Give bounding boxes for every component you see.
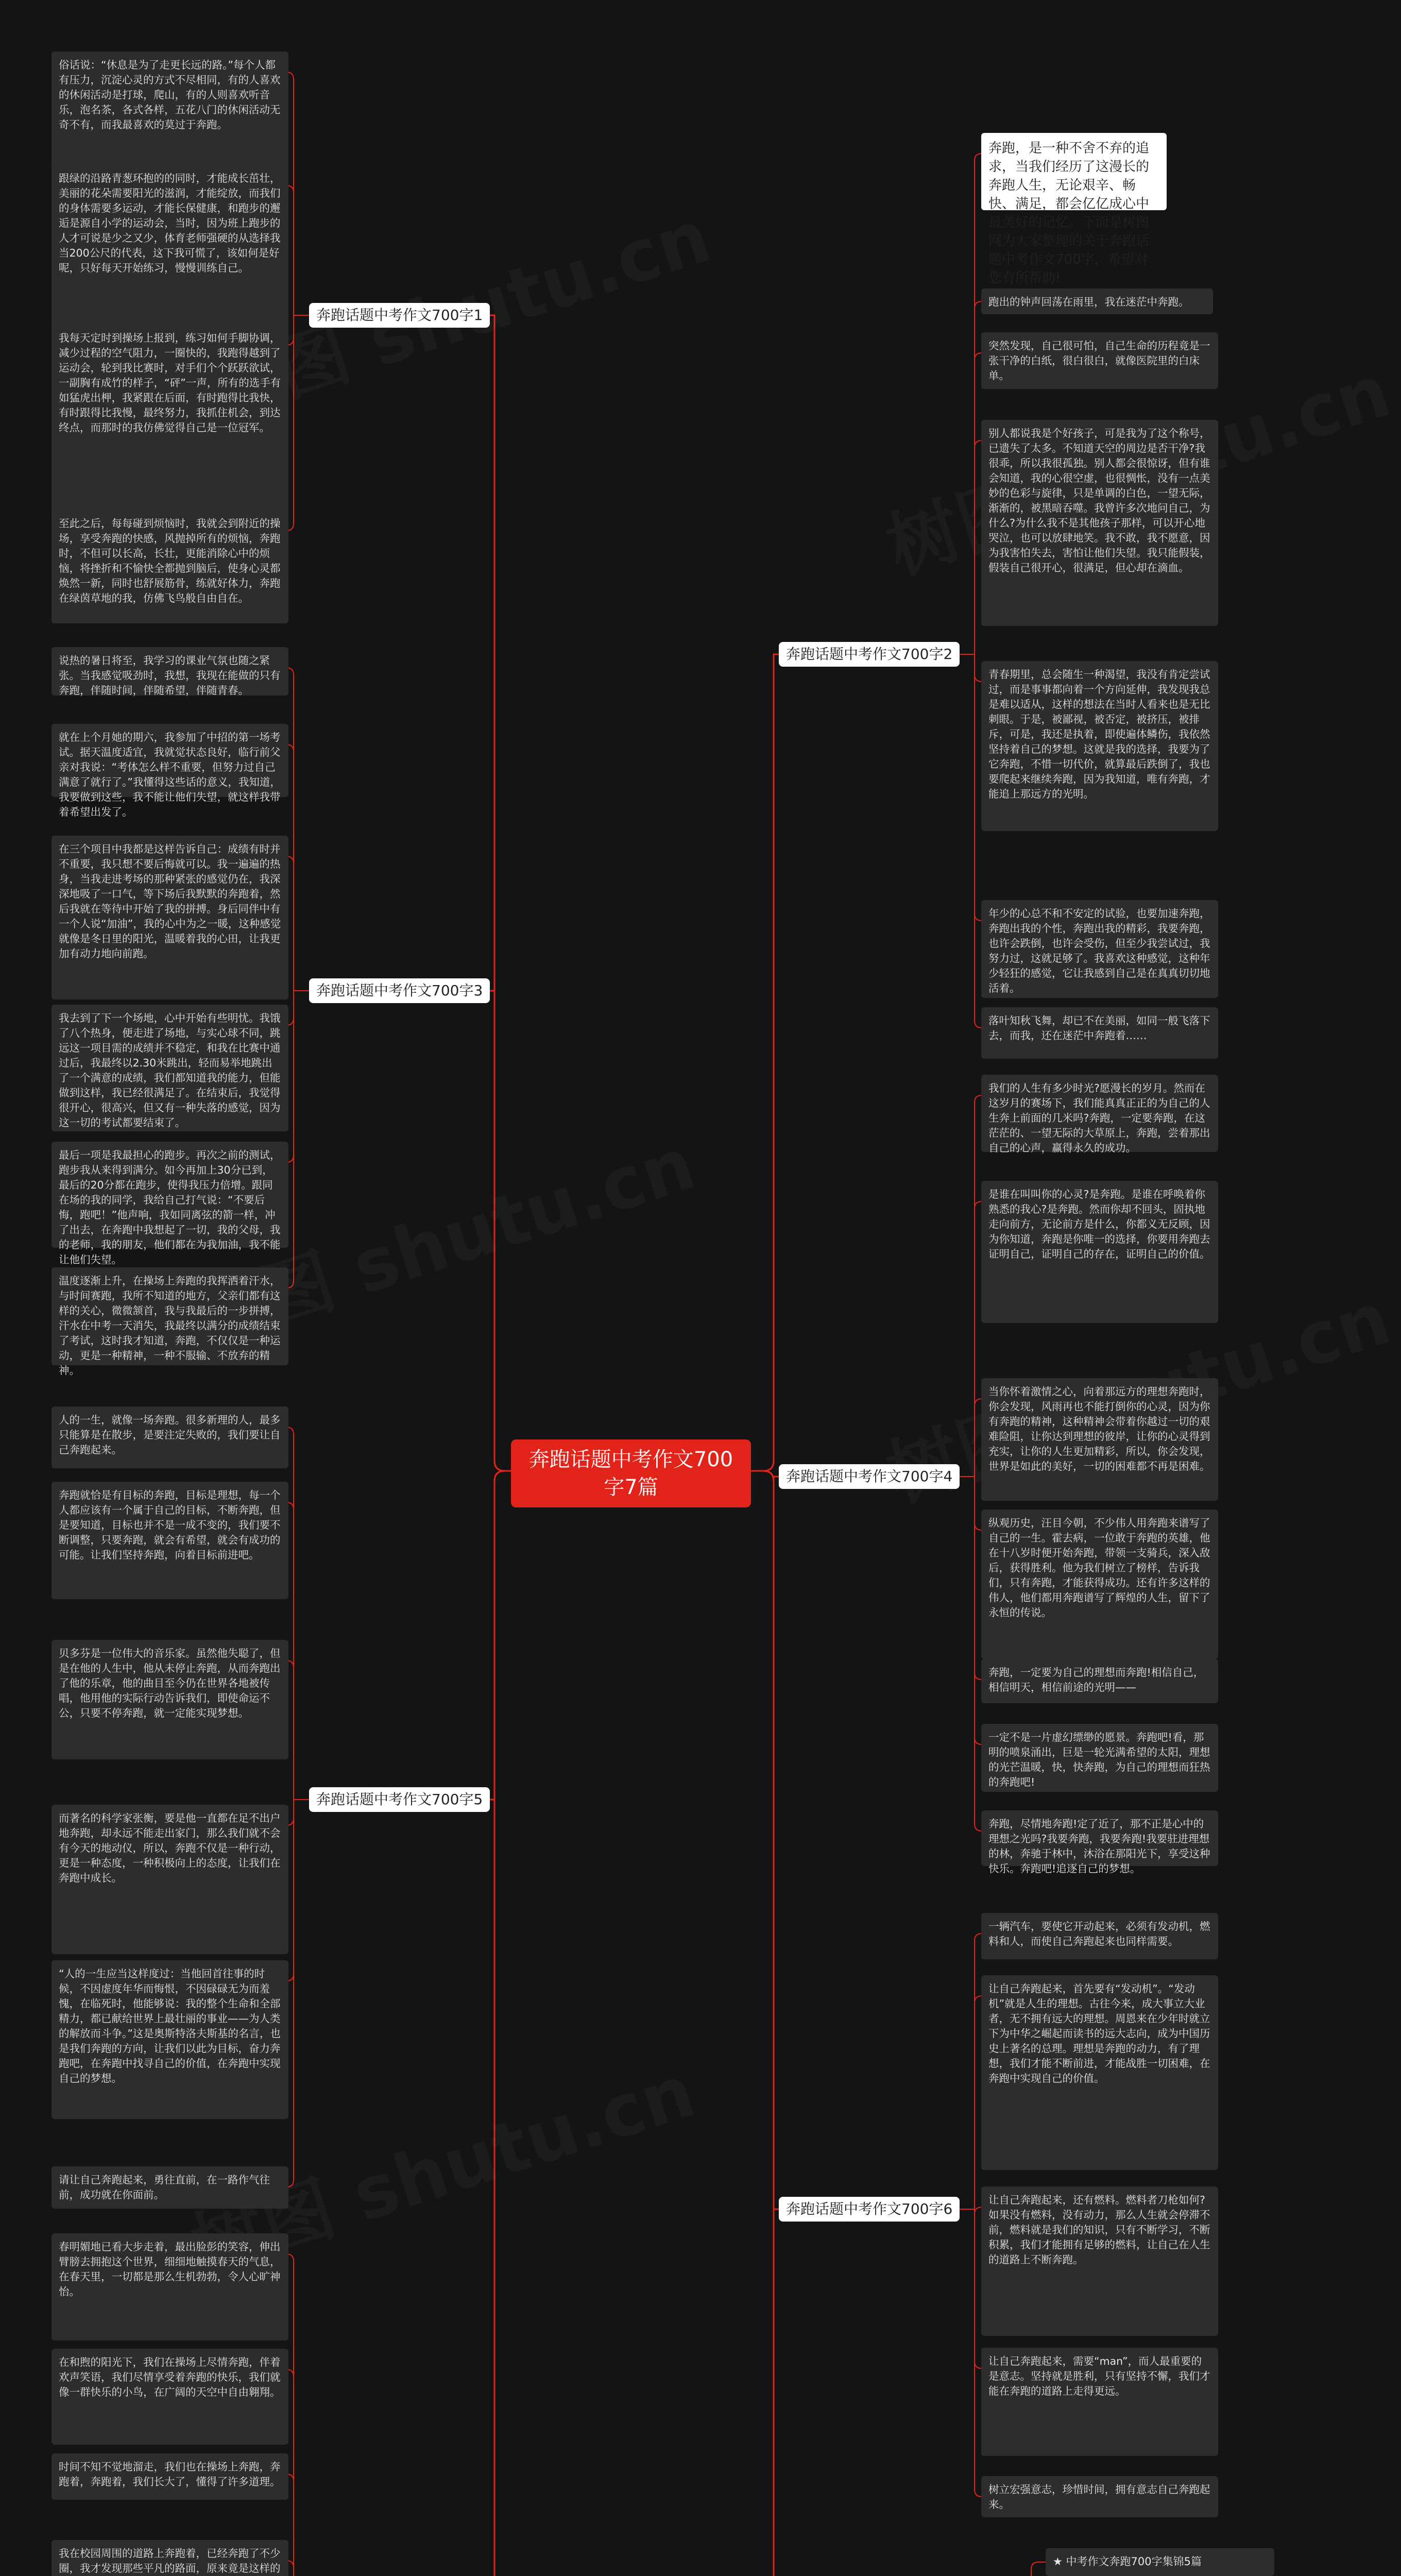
connector-line xyxy=(286,185,309,315)
branch-topic[interactable]: 奔跑话题中考作文700字3 xyxy=(309,978,490,1003)
connector-line xyxy=(959,654,982,682)
connector-line xyxy=(959,1477,982,1744)
essay-paragraph: 跟绿的沿路青葱环抱的的同时，才能成长茁壮，美丽的花朵需要阳光的滋润，才能绽放，而我们的身体需要多运动，才能长保健康，和跑步的邂逅是源自小学的运动会，当时，因为班上跑步的人才可说是少之又少，体育老师强硬的从选择我当200公尺的代表，这下我可慌了，该如何是好呢，只好每天开始练习，慢慢训练自己。 xyxy=(52,165,288,397)
essay-paragraph: 说热的暑日将至，我学习的课业气氛也随之紧张。当我感觉吸劲时，我想，我现在能做的只有奔跑，伴随时间，伴随希望，伴随青春。 xyxy=(52,647,288,696)
essay-paragraph: 我在校园周围的道路上奔跑着，已经奔跑了不少圈，我才发现那些平凡的路面，原来竟是这样的 xyxy=(52,2540,288,2576)
connector-line xyxy=(286,1800,309,1825)
essay-paragraph: 让自己奔跑起来，还有燃料。燃料者刀枪如何?如果没有燃料，没有动力，那么人生就会停滞不前，燃料就是我们的知识，只有不断学习，不断积累，我们才能拥有足够的燃料，让自己在人生的道路上不断奔跑。 xyxy=(981,2187,1218,2336)
essay-paragraph: 年少的心总不和不安定的试验，也要加速奔跑，奔跑出我的个性，奔跑出我的精彩，我要奔跑，也许会跌倒，也许会受伤，但至少我尝试过，我努力过，这就足够了。我喜欢这种感觉，这种年少轻狂的感觉，它让我感到自己是在真真切切地活着。 xyxy=(981,900,1218,998)
essay-paragraph: 至此之后，每每碰到烦恼时，我就会到附近的操场，享受奔跑的快感，风抛掉所有的烦恼，奔跑时，不但可以长高，长壮，更能消除心中的烦恼，将挫折和不愉快全都抛到脑后，使身心灵都焕然一新，同时也舒展筋骨，练就好体力，奔跑在绿茵草地的我，仿佛飞鸟般自由自在。 xyxy=(52,510,288,623)
connector-line xyxy=(959,154,982,654)
connector-line xyxy=(959,654,982,1028)
branch-topic[interactable]: 奔跑话题中考作文700字6 xyxy=(779,2197,960,2222)
essay-paragraph: 是谁在叫叫你的心灵?是奔跑。是谁在呼唤着你熟悉的我心?是奔跑。然而你却不回头，固执地走向前方，无论前方是什么，你都义无反顾，因为你知道，奔跑是你唯一的选择，你要用奔跑去证明自己，证明自己的存在，证明自己的价值。 xyxy=(981,1181,1218,1323)
essay-paragraph: 奔跑就恰是有目标的奔跑，目标是理想，每一个人都应该有一个属于自己的目标，不断奔跑，但是要知道，目标也并不是一成不变的，我们要不断调整，只要奔跑，就会有希望，就会有成功的可能。让我们坚持奔跑，向着目标前进吧。 xyxy=(52,1482,288,1599)
essay-paragraph: 我去到了下一个场地，心中开始有些明忧。我饿了八个热身，便走进了场地，与实心球不同，跳远这一项目需的成绩并不稳定，和我在比赛中通过后，我最终以2.30米跳出，轻而易举地跳出了一个满意的成绩，我们都知道我的能力，但能做到这样，我已经很满足了。在结束后，我觉得很开心，很高兴，但又有一种失落的感觉，因为这一切的考试都要结束了。 xyxy=(52,1005,288,1131)
connector-line xyxy=(489,315,511,1471)
essay-paragraph: 一定不是一片虚幻缥缈的愿景。奔跑吧!看，那明的喷泉涌出，巨是一轮光满希望的太阳，理想的光芒温暖，快，快奔跑，为自己的理想而狂热的奔跑吧! xyxy=(981,1724,1218,1792)
essay-paragraph: 奔跑，一定要为自己的理想而奔跑!相信自己，相信明天，相信前途的光明—— xyxy=(981,1659,1218,1703)
essay-paragraph: 纵观历史，汪目今朝，不少伟人用奔跑来谱写了自己的一生。霍去病，一位敢于奔跑的英雄，他在十八岁时便开始奔跑，带领一支骑兵，深入敌后，获得胜利。他为我们树立了榜样，告诉我们，只有奔跑，才能获得成功。还有许多这样的伟人，他们都用奔跑谱写了辉煌的人生，留下了永恒的传说。 xyxy=(981,1510,1218,1659)
branch-topic[interactable]: 奔跑话题中考作文700字4 xyxy=(779,1464,960,1489)
connector-line xyxy=(959,2209,982,2497)
connector-line xyxy=(730,1471,779,2576)
essay-paragraph: 一辆汽车，要使它开动起来，必须有发动机，燃料和人，而使自己奔跑起来也同样需要。 xyxy=(981,1913,1218,1959)
connector-line xyxy=(286,1800,309,2187)
essay-paragraph: 奔跑，是一种不舍不弃的追求，当我们经历了这漫长的奔跑人生，无论艰辛、畅快、满足，都会亿亿成心中最美好的记忆。下面是树图网为大家整理的关于奔跑话题中考作文700字，希望对您有所帮助! xyxy=(981,133,1167,210)
connector-line xyxy=(286,856,309,991)
connector-line xyxy=(286,2474,309,2576)
connector-line xyxy=(286,2369,309,2576)
related-article-link[interactable]: ★ 中考作文奔跑700字集锦5篇 xyxy=(1046,2548,1274,2576)
essay-paragraph: 树立宏强意志，珍惜时间，拥有意志自己奔跑起来。 xyxy=(981,2476,1218,2517)
essay-paragraph: 跑出的钟声回荡在雨里，我在迷茫中奔跑。 xyxy=(981,289,1213,314)
connector-line xyxy=(286,668,309,991)
essay-paragraph: 突然发现，自己很可怕，自己生命的历程竟是一张干净的白纸，很白很白，就像医院里的白床单。 xyxy=(981,332,1218,389)
branch-topic[interactable]: 奔跑话题中考作文700字2 xyxy=(779,642,960,667)
essay-paragraph: “人的一生应当这样度过：当他回首往事的时候，不因虚度年华而悔恨，不因碌碌无为而羞愧，在临死时，他能够说：我的整个生命和全部精力，都已献给世界上最壮丽的事业——为人类的解放而斗争。”这是奥斯特洛夫斯基的名言，也是我们奔跑的方向，让我们以此为目标，奋力奔跑吧，在奔跑中找寻自己的价值，在奔跑中实现自己的梦想。 xyxy=(52,1960,288,2119)
branch-topic[interactable]: 奔跑话题中考作文700字1 xyxy=(309,303,490,328)
connector-line xyxy=(959,1996,982,2209)
essay-paragraph: 春明媚地已看大步走着，最出脸彭的笑容，伸出臂膀去拥抱这个世界，细细地触摸春天的气息，在春天里，一切都是那么生机勃勃，令人心旷神怡。 xyxy=(52,2233,288,2341)
connector-line xyxy=(286,991,309,1025)
connector-line xyxy=(959,2209,982,2368)
essay-paragraph: 俗话说：“休息是为了走更长远的路。”每个人都有压力，沉淀心灵的方式不尽相同，有的人喜欢的休闲活动是打球，爬山，有的人则喜欢听音乐，泡名茶，各式各样，五花八门的休闲活动无奇不有，而我最喜欢的莫过于奔跑。 xyxy=(52,52,288,170)
essay-paragraph: 人的一生，就像一场奔跑。很多新理的人，最多只能算是在散步，是要注定失败的，我们要让自己奔跑起来。 xyxy=(52,1406,288,1468)
connector-line xyxy=(730,654,779,1471)
connector-line xyxy=(959,2207,982,2214)
connector-line xyxy=(286,72,309,315)
connector-line xyxy=(286,2561,309,2576)
essay-paragraph: 温度逐渐上升，在操场上奔跑的我挥洒着汗水，与时间赛跑，我所不知道的地方，父亲们都有这样的关心，微微颔首，我与我最后的一步拼搏，汗水在中考一天消失，我最终以满分的成绩结束了考试，这时我才知道，奔跑，不仅仅是一种运动，更是一种精神，一种不服输、不放弃的精神。 xyxy=(52,1267,288,1365)
essay-paragraph: 就在上个月她的期六，我参加了中招的第一场考试。据天温度适宜，我就觉状态良好，临行前父亲对我说：“考体怎么样不重要，但努力过自己满意了就行了。”我懂得这些话的意义，我知道，我要做到这些，我不能让他们失望，就这样我带着希望出发了。 xyxy=(52,724,288,797)
essay-paragraph: 在和煦的阳光下，我们在操场上尽情奔跑，伴着欢声笑语，我们尽情享受着奔跑的快乐，我们就像一群快乐的小鸟，在广阔的天空中自由翱翔。 xyxy=(52,2349,288,2445)
branch-topic[interactable]: 奔跑话题中考作文700字5 xyxy=(309,1787,490,1812)
connector-line xyxy=(286,1800,309,1981)
essay-paragraph: 让自己奔跑起来，需要“man”，而人最重要的是意志。坚持就是胜利，只有坚持不懈，我们才能在奔跑的道路上走得更远。 xyxy=(981,2348,1218,2456)
essay-paragraph: 在三个项目中我都是这样告诉自己：成绩有时并不重要，我只想不要后悔就可以。我一遍遍的热身，当我走进考场的那种紧张的感觉仍在，我深深地吸了一口气，等下场后我默默的奔跑着，然后我就在等待中开始了我的拼搏。身后同伴中有一个人说“加油”，我的心中为之一暖，这种感觉就像是冬日里的阳光，温暖着我的心田，让我更加有动力地向前跑。 xyxy=(52,836,288,999)
essay-paragraph: 我们的人生有多少时光?愿漫长的岁月。然而在这岁月的赛场下，我们能真真正正的为自己的人生奔上前面的几米吗?奔跑，一定要奔跑，在这茫茫的、一望无际的大草原上，奔跑，尝着那出自己的心声，赢得永久的成功。 xyxy=(981,1075,1218,1152)
connector-line xyxy=(286,991,309,1162)
connector-line xyxy=(286,1502,309,1800)
connector-line xyxy=(286,1427,309,1800)
essay-paragraph: 而著名的科学家张衡，要是他一直都在足不出户地奔跑，却永远不能走出家门，那么我们就不会有今天的地动仪，所以，奔跑不仅是一种行动，更是一种态度，一种积极向上的态度，让我们在奔跑中成长。 xyxy=(52,1805,288,1954)
central-topic[interactable]: 奔跑话题中考作文700字7篇 xyxy=(511,1439,751,1507)
connector-line xyxy=(959,1477,982,1831)
connector-line xyxy=(286,2254,309,2576)
connector-line xyxy=(1016,2562,1046,2576)
essay-paragraph: 别人都说我是个好孩子，可是我为了这个称号，已遗失了太多。不知道天空的周边是否干净?我很乖，所以我很孤独。别人都会很惊讶，但有谁会知道，我的心很空虚，也很惆怅，没有一点美妙的色彩与旋律，只是单调的白色，一望无际，渐渐的，被黑暗吞噬。我曾许多次地问自己，为什么?为什么我不是其他孩子那样，可以开心地哭泣，也可以放肆地笑。我不敢，我不愿意，因为我害怕失去，害怕让他们失望。我只能假装，假装自己很开心，很满足，但心却在滴血。 xyxy=(981,420,1218,626)
essay-paragraph: 请让自己奔跑起来，勇往直前，在一路作气往前，成功就在你面前。 xyxy=(52,2166,288,2209)
connector-line xyxy=(286,1660,309,1800)
connector-line xyxy=(286,744,309,991)
essay-paragraph: 当你怀着激情之心，向着那远方的理想奔跑时，你会发现，风雨再也不能打倒你的心灵，因为你有奔跑的精神，这种精神会带着你越过一切的艰难险阻，让你达到理想的彼岸，让你的心灵得到充实，让你的人生更加精彩，所以，你会发现，世界是如此的美好，一切的困难都不再是困难。 xyxy=(981,1378,1218,1501)
essay-paragraph: 贝多芬是一位伟大的音乐家。虽然他失聪了，但是在他的人生中，他从未停止奔跑，从而奔跑出了他的乐章，他的曲目至今仍在世界各地被传唱，他用他的实际行动告诉我们，即使命运不公，只要不停奔跑，就一定能实现梦想。 xyxy=(52,1640,288,1759)
connector-line xyxy=(489,1471,511,2576)
essay-paragraph: 让自己奔跑起来，首先要有“发动机”。“发动机”就是人生的理想。古往今来，成大事立大业者，无不拥有远大的理想。周恩来在少年时就立下为中华之崛起而读书的远大志向，成为中国历史上著名的总理。理想是奔跑的动力，有了理想，我们才能不断前进，才能战胜一切困难，在奔跑中实现自己的价值。 xyxy=(981,1975,1218,2170)
essay-paragraph: 青春期里，总会随生一种渴望，我没有肯定尝试过，而是事事都向着一个方向延伸，我发现我总是难以适从，这样的想法在当时人看来也是无比刺眼。于是，被鄙视，被否定，被挤压，被排斥，可是，我还是执着，即使遍体鳞伤，我依然坚持着自己的梦想。这就是我的选择，我要为了它奔跑，不惜一切代价，就算最后跌倒了，我也要爬起来继续奔跑，因为我知道，唯有奔跑，才能追上那远方的光明。 xyxy=(981,661,1218,831)
connector-line xyxy=(959,654,982,921)
connector-line xyxy=(489,1471,511,1800)
connector-line xyxy=(959,1934,982,2209)
essay-paragraph: 我每天定时到操场上报到，练习如何手脚协调，减少过程的空气阻力，一圈快的，我跑得越到了运动会，轮到我比赛时，对手们个个跃跃欲试，一副胸有成竹的样子，“砰”一声，所有的选手有如猛虎出柙，我紧跟在后面，有时跑得比我快，有时跟得比我慢，最终努力，我抓住机会，到达终点，而那时的我仿佛觉得自己是一位冠军。 xyxy=(52,325,288,515)
connector-line xyxy=(730,1471,779,2209)
essay-paragraph: 最后一项是我最担心的跑步。再次之前的测试，跑步我从来得到满分。如今再加上30分已到，最后的20分都在跑步，使得我压力倍增。跟同在场的我的同学，我给自己打气说：“不要后悔，跑吧！”他声响，我如同离弦的箭一样，冲了出去，在奔跑中我想起了一切，我的父母，我的老师，我的朋友，他们都在为我加油，我不能让他们失望。 xyxy=(52,1142,288,1248)
connector-line xyxy=(959,1477,982,1680)
essay-paragraph: 落叶知秋飞舞，却已不在美丽，如同一般飞落下去，而我，还在迷茫中奔跑着…… xyxy=(981,1007,1218,1059)
essay-paragraph: 时间不知不觉地溜走，我们也在操场上奔跑，奔跑着，奔跑着，我们长大了，懂得了许多道理。 xyxy=(52,2453,288,2500)
essay-paragraph: 奔跑，尽情地奔跑!定了近了，那不正是心中的理想之光吗?我要奔跑，我要奔跑!我要驻进理想的林，奔驰于林中，沐浴在那阳光下，享受这种快乐。奔跑吧!追逐自己的梦想。 xyxy=(981,1810,1218,1866)
